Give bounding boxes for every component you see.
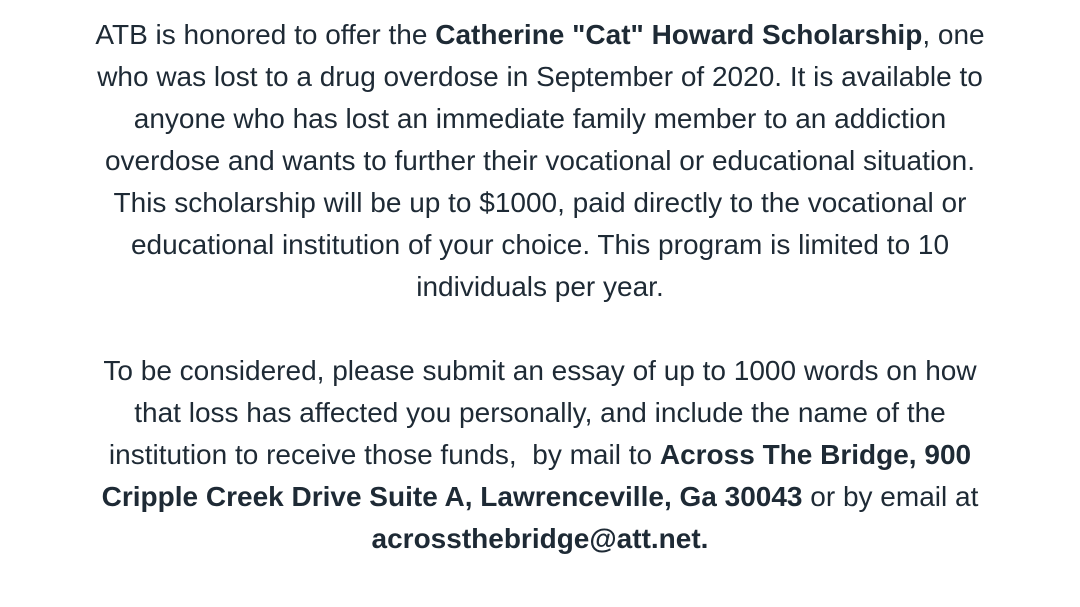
text-segment: that loss has affected you personally, and include the name of the: [134, 397, 946, 428]
text-segment: ATB is honored to offer the: [95, 19, 436, 50]
text-segment: To be considered, please submit an essay of up to 1000 words on how: [103, 355, 977, 386]
paragraph: [40, 350, 1040, 560]
text-line: [40, 392, 1040, 434]
bold-text-segment: Across The Bridge, 900: [659, 439, 972, 470]
text-line: [40, 182, 1040, 224]
bold-text-segment: acrossthebridge@att.net.: [371, 523, 709, 554]
text-line: [40, 518, 1040, 560]
text-line: [40, 476, 1040, 518]
text-line: [40, 224, 1040, 266]
text-segment: who was lost to a drug overdose in September of 2020. It is available to: [97, 61, 983, 92]
text-line: [40, 98, 1040, 140]
scholarship-announcement-text: [40, 14, 1040, 560]
bold-text-segment: Cripple Creek Drive Suite A, Lawrenceville, Ga 30043: [101, 481, 803, 512]
text-segment: anyone who has lost an immediate family member to an addiction: [133, 103, 947, 134]
text-segment: individuals per year.: [416, 271, 664, 302]
text-line: [40, 56, 1040, 98]
text-segment: This scholarship will be up to $1000, paid directly to the vocational or: [113, 187, 967, 218]
paragraph: [40, 14, 1040, 308]
text-segment: institution to receive those funds, by mail to: [108, 439, 660, 470]
text-segment: , one: [922, 19, 985, 50]
text-segment: or by email at: [802, 481, 979, 512]
bold-text-segment: Catherine "Cat" Howard Scholarship: [435, 19, 923, 50]
text-line: [40, 14, 1040, 56]
text-line: [40, 434, 1040, 476]
text-line: [40, 140, 1040, 182]
text-segment: overdose and wants to further their vocational or educational situation.: [104, 145, 976, 176]
text-line: [40, 350, 1040, 392]
text-line: [40, 266, 1040, 308]
text-segment: educational institution of your choice. This program is limited to 10: [130, 229, 950, 260]
